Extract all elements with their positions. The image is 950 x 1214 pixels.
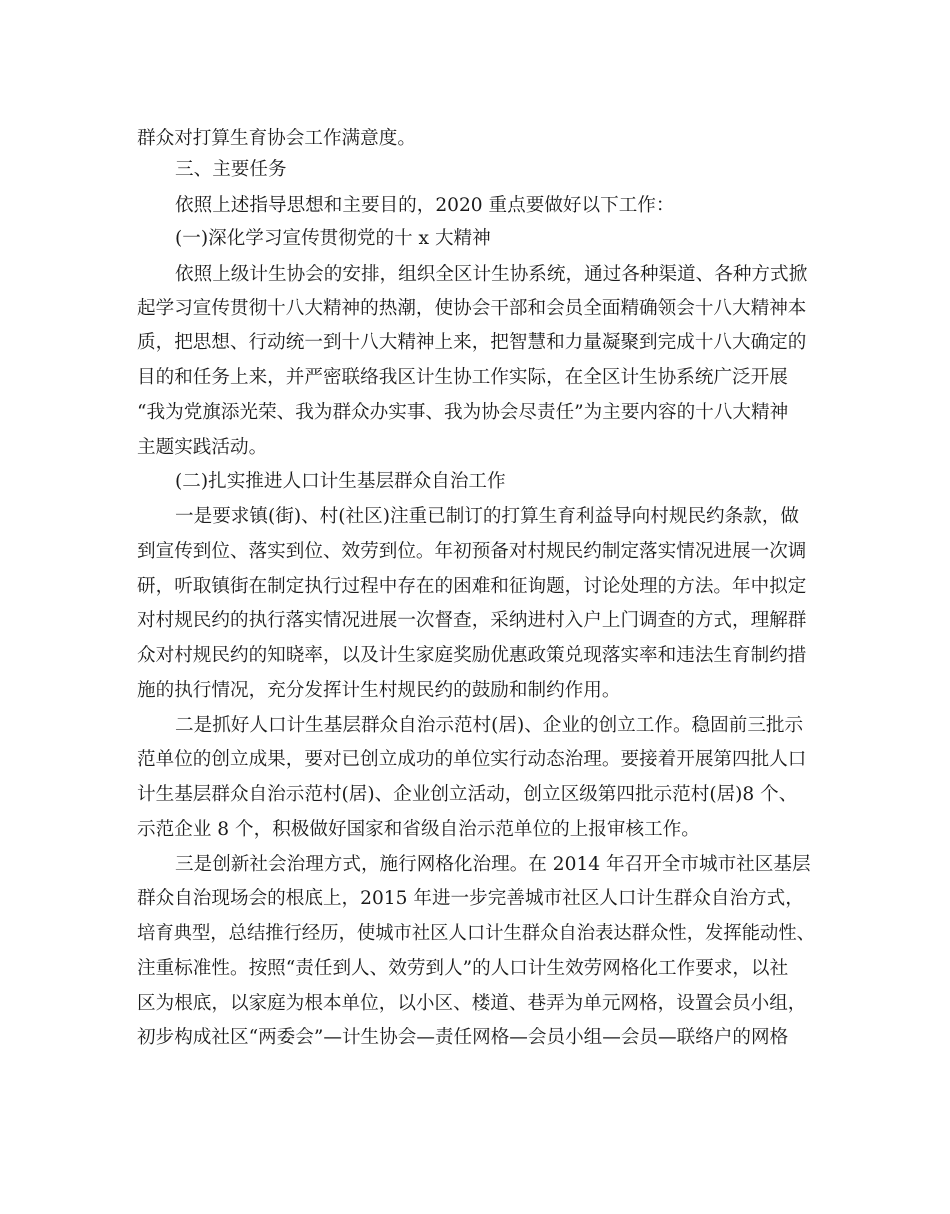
paragraph-line: 主题实践活动。	[137, 437, 268, 458]
paragraph-line: 起学习宣传贯彻十八大精神的热潮，使协会干部和会员全面精确领会十八大精神本	[137, 298, 807, 319]
paragraph-line: 质，把思想、行动统一到十八大精神上来，把智慧和力量凝聚到完成十八大确定的	[137, 332, 807, 353]
paragraph-line: 依照上级计生协会的安排，组织全区计生协系统，通过各种渠道、各种方式掀	[175, 264, 808, 285]
paragraph-line: 到宣传到位、落实到位、效劳到位。年初预备对村规民约制定落实情况进展一次调	[137, 541, 807, 562]
section-heading: 三、主要任务	[175, 159, 287, 180]
paragraph-line: 区为根底，以家庭为根本单位，以小区、楼道、巷弄为单元网格，设置会员小组，	[137, 993, 807, 1014]
subsection-heading: (一)深化学习宣传贯彻党的十 x 大精神	[175, 228, 491, 249]
paragraph-line: 群众自治现场会的根底上，2015 年进一步完善城市社区人口计生群众自治方式，	[137, 888, 804, 909]
paragraph-line: 二是抓好人口计生基层群众自治示范村(居)、企业的创立工作。稳固前三批示	[175, 715, 804, 736]
paragraph-line: 对村规民约的执行落实情况进展一次督查，采纳进村入户上门调查的方式，理解群	[137, 610, 807, 631]
paragraph-line: 注重标准性。按照“责任到人、效劳到人”的人口计生效劳网格化工作要求，以社	[137, 958, 789, 979]
paragraph-line: “我为党旗添光荣、我为群众办实事、我为协会尽责任”为主要内容的十八大精神	[137, 402, 789, 423]
paragraph-line: 培育典型，总结推行经历，使城市社区人口计生群众自治表达群众性，发挥能动性、	[137, 923, 816, 944]
paragraph-line: 三是创新社会治理方式，施行网格化治理。在 2014 年召开全市城市社区基层	[175, 854, 811, 875]
paragraph-line: 施的执行情况，充分发挥计生村规民约的鼓励和制约作用。	[137, 680, 621, 701]
paragraph-line: 一是要求镇(街)、村(社区)注重已制订的打算生育利益导向村规民约条款，做	[175, 506, 800, 527]
paragraph-line: 群众对打算生育协会工作满意度。	[137, 128, 416, 149]
subsection-heading: (二)扎实推进人口计生基层群众自治工作	[175, 471, 506, 492]
paragraph-line: 研，听取镇街在制定执行过程中存在的困难和征询题，讨论处理的方法。年中拟定	[137, 576, 807, 597]
paragraph-line: 初步构成社区“两委会”—计生协会—责任网格—会员小组—会员—联络户的网格	[137, 1027, 789, 1048]
paragraph-line: 范单位的创立成果，要对已创立成功的单位实行动态治理。要接着开展第四批人口	[137, 749, 807, 770]
paragraph-line: 目的和任务上来，并严密联络我区计生协工作实际，在全区计生协系统广泛开展	[137, 367, 788, 388]
paragraph-line: 示范企业 8 个，积极做好国家和省级自治示范单位的上报审核工作。	[137, 819, 700, 840]
paragraph-line: 众对村规民约的知晓率，以及计生家庭奖励优惠政策兑现落实率和违法生育制约措	[137, 645, 807, 666]
paragraph-line: 依照上述指导思想和主要目的，2020 重点要做好以下工作：	[175, 195, 675, 216]
paragraph-line: 计生基层群众自治示范村(居)、企业创立活动，创立区级第四批示范村(居)8 个、	[137, 784, 798, 805]
